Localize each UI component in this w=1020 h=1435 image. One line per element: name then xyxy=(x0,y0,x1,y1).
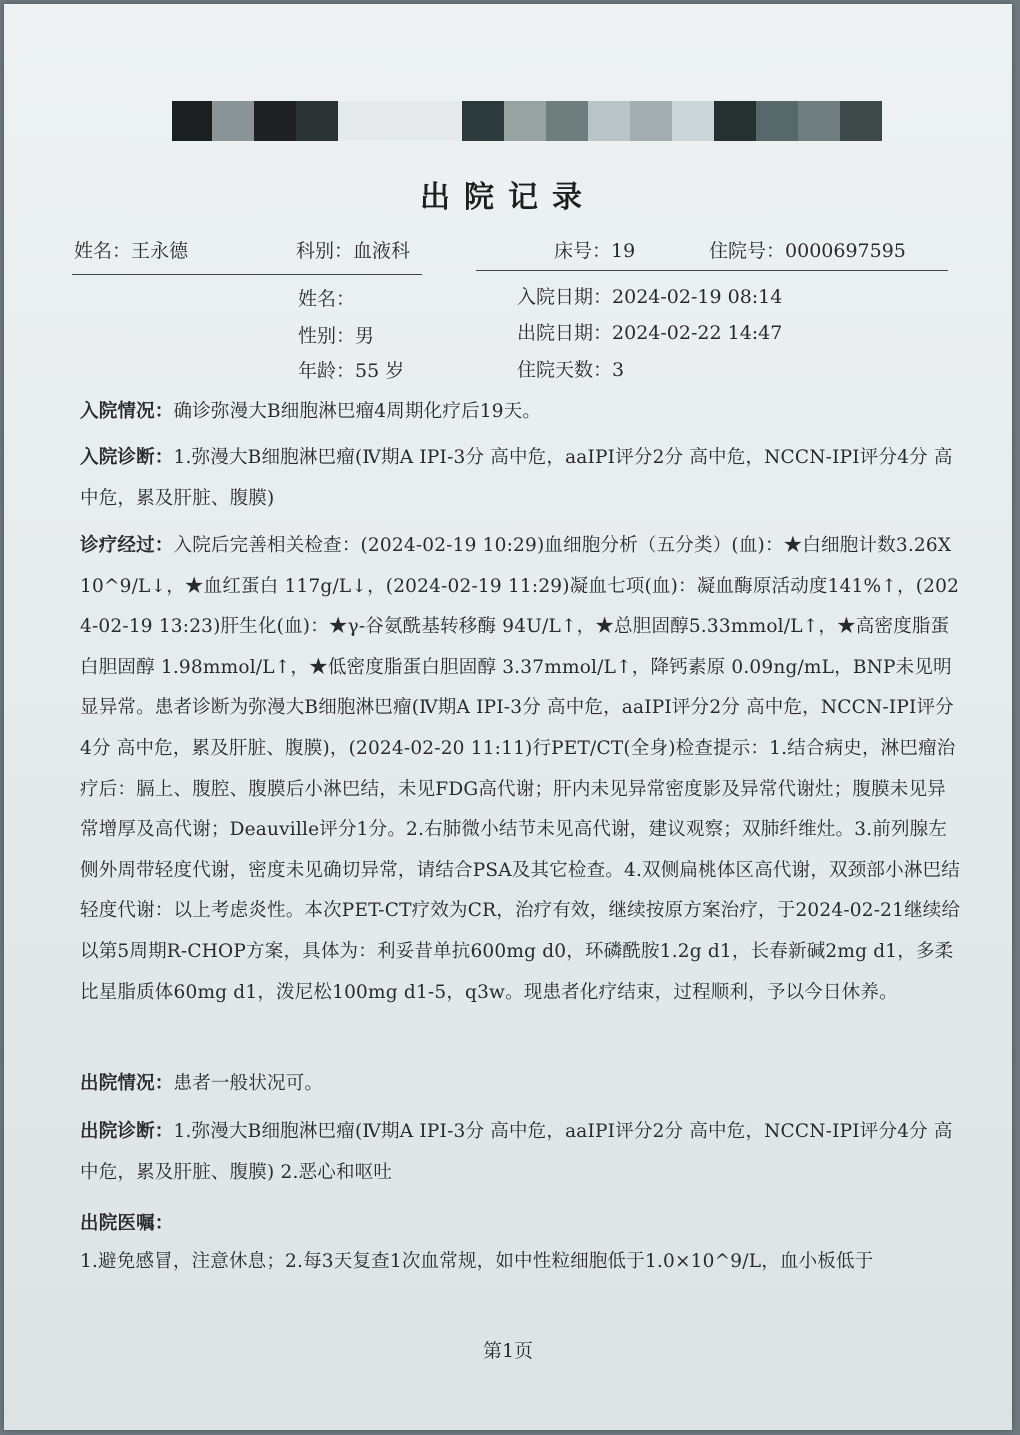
section-discharge-orders-text: 1.避免感冒，注意休息；2.每3天复查1次血常规，如中性粒细胞低于1.0×10^9/L，血小板低于 xyxy=(80,1251,874,1272)
info-gender: 性别：男 xyxy=(298,325,375,347)
document-page xyxy=(4,4,1012,1430)
info-name: 姓名： xyxy=(298,288,356,310)
section-discharge-diagnosis: 出院诊断：1.弥漫大B细胞淋巴瘤(Ⅳ期A IPI-3分 高中危，aaIPI评分2分 高中危，NCCN-IPI评分4分 高中危，累及肝脏、腹膜) 2.恶心和呕吐 xyxy=(80,1121,953,1183)
section-treatment-course: 诊疗经过：入院后完善相关检查：(2024-02-19 10:29)血细胞分析（五分类）(血)：★白细胞计数3.26X10^9/L↓，★血红蛋白 117g/L↓，(2024-02-19 11:29)凝血七项(血)：凝血酶原活动度141%↑，(2024-02-19 13:23)肝生化(血)：★γ-谷氨酰基转移酶 94U/L↑，★总胆固醇5.33mmol/L↑，★高密度脂蛋白胆固醇 1.98mmol/L↑，★低密度脂蛋白胆固醇 3.37mmol/L↑，降钙素原 0.09ng/mL，BNP未见明显异常。患者诊断为弥漫大B细胞淋巴瘤(Ⅳ期A IPI-3分 高中危，aaIPI评分2分 高中危，NCCN-IPI评分4分 高中危，累及肝脏、腹膜)，(2024-02-20 11:11)行PET/CT(全身)检查提示：1.结合病史，淋巴瘤治疗后：膈上、腹腔、腹膜后小淋巴结，未见FDG高代谢；肝内未见异常密度影及异常代谢灶；腹膜未见异常增厚及高代谢；Deauville评分1分。2.右肺微小结节未见高代谢，建议观察；双肺纤维灶。3.前列腺左侧外周带轻度代谢，密度未见确切异常，请结合PSA及其它检查。4.双侧扁桃体区高代谢，双颈部小淋巴结轻度代谢：以上考虑炎性。本次PET-CT疗效为CR，治疗有效，继续按原方案治疗，于2024-02-21继续给以第5周期R-CHOP方案，具体为：利妥昔单抗600mg d0，环磷酰胺1.2g d1，长春新碱2mg d1，多柔比星脂质体60mg d1，泼尼松100mg d1-5，q3w。现患者化疗结束，过程顺利，予以今日休养。 xyxy=(80,535,961,1003)
info-age: 年龄：55 岁 xyxy=(298,360,405,382)
header-admission-no: 住院号：0000697595 xyxy=(709,240,906,262)
header-department: 科别：血液科 xyxy=(296,240,411,262)
info-admit-date: 入院日期：2024-02-19 08:14 xyxy=(517,286,783,308)
header-name: 姓名：王永德 xyxy=(74,240,189,262)
redacted-hospital-name xyxy=(172,101,882,141)
header-bed: 床号：19 xyxy=(554,240,636,262)
info-stay-days: 住院天数：3 xyxy=(517,359,625,381)
page-number: 第1页 xyxy=(482,1340,534,1362)
header-rule-right xyxy=(476,270,948,271)
page-title: 出院记录 xyxy=(420,180,596,215)
header-rule-left xyxy=(72,274,422,275)
section-discharge-status: 出院情况：患者一般状况可。 xyxy=(80,1073,324,1094)
section-admission-status: 入院情况：确诊弥漫大B细胞淋巴瘤4周期化疗后19天。 xyxy=(80,401,542,422)
info-discharge-date: 出院日期：2024-02-22 14:47 xyxy=(517,322,783,344)
section-discharge-orders: 出院医嘱： xyxy=(80,1213,174,1234)
section-admission-diagnosis: 入院诊断：1.弥漫大B细胞淋巴瘤(Ⅳ期A IPI-3分 高中危，aaIPI评分2分 高中危，NCCN-IPI评分4分 高中危，累及肝脏、腹膜) xyxy=(80,447,953,509)
